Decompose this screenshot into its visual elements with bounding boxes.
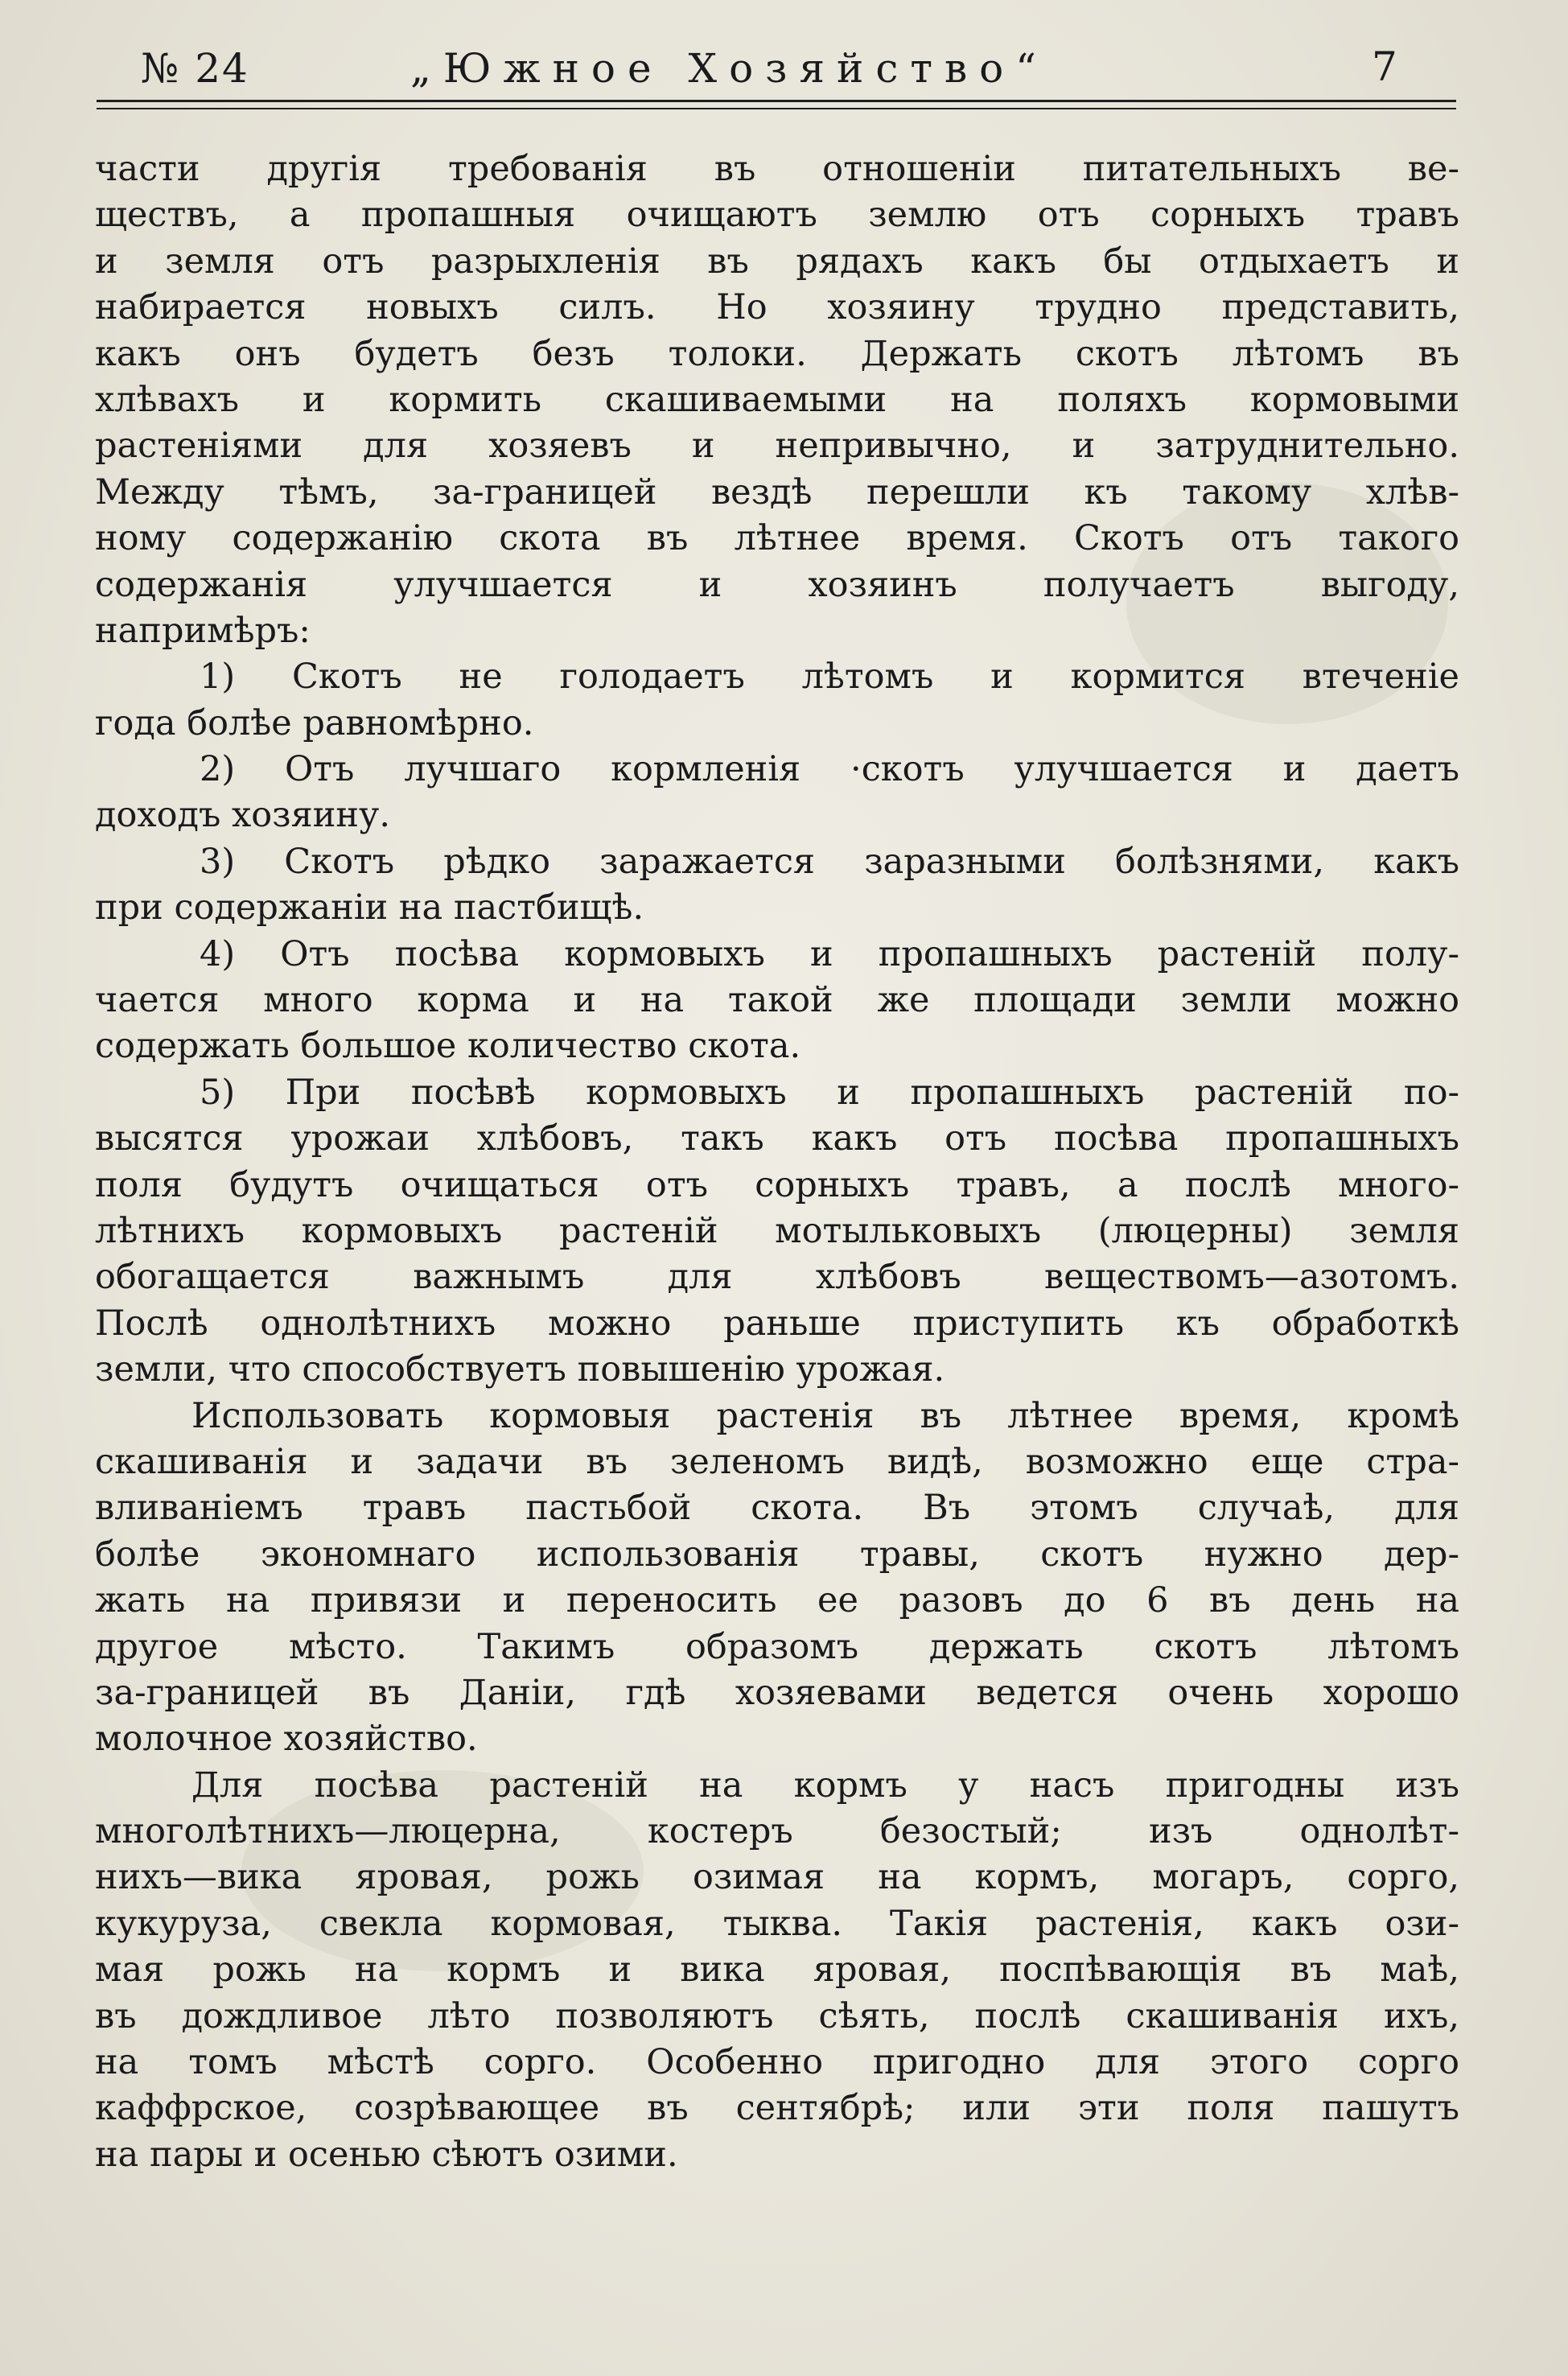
text-line: напримѣръ: (95, 610, 311, 651)
text-line: года болѣе равномѣрно. (95, 702, 534, 743)
article-body (95, 146, 1459, 2178)
list-item-5: 5) При посѣвѣ кормовыхъ и пропашныхъ растеній по- (200, 1072, 1459, 1113)
text-line: вливаніемъ травъ пастьбой скота. Въ этомъ случаѣ, для (95, 1488, 1459, 1529)
page-number: 7 (1372, 43, 1397, 90)
text-line: мая рожь на кормъ и вика яровая, поспѣвающія въ маѣ, (95, 1950, 1459, 1991)
list-item-1: 1) Скотъ не голодаетъ лѣтомъ и кормится втеченіе (200, 657, 1459, 698)
text-line: ществъ, а пропашныя очищаютъ землю отъ сорныхъ травъ (95, 195, 1459, 236)
text-line: на пары и осенью сѣютъ озими. (95, 2134, 678, 2175)
issue-number: № 24 (141, 45, 249, 92)
text-line: нихъ—вика яровая, рожь озимая на кормъ, могаръ, сорго, (95, 1857, 1459, 1898)
list-item-4: 4) Отъ посѣва кормовыхъ и пропашныхъ растеній полу- (200, 933, 1459, 974)
text-line: при содержаніи на пастбищѣ. (95, 887, 644, 929)
text-line: поля будутъ очищаться отъ сорныхъ травъ, а послѣ много- (95, 1164, 1459, 1205)
text-line: доходъ хозяину. (95, 795, 391, 836)
text-line: растеніями для хозяевъ и непривычно, и затруднительно. (95, 426, 1459, 467)
text-line: каффрское, созрѣвающее въ сентябрѣ; или эти поля пашутъ (95, 2088, 1459, 2129)
paragraph-start: Использовать кормовыя растенія въ лѣтнее время, кромѣ (191, 1395, 1459, 1436)
text-line: другое мѣсто. Такимъ образомъ держать скотъ лѣтомъ (95, 1626, 1459, 1667)
list-item-3: 3) Скотъ рѣдко заражается заразными болѣзнями, какъ (200, 841, 1459, 882)
text-line: содержать большое количество скота. (95, 1026, 801, 1067)
text-line: набирается новыхъ силъ. Но хозяину трудно представить, (95, 287, 1459, 328)
text-line: обогащается важнымъ для хлѣбовъ веществомъ—азотомъ. (95, 1257, 1459, 1298)
text-line: кукуруза, свекла кормовая, тыква. Такія растенія, какъ ози- (95, 1903, 1459, 1944)
text-line: лѣтнихъ кормовыхъ растеній мотыльковыхъ (люцерны) земля (95, 1210, 1459, 1251)
page-header (97, 45, 1456, 109)
text-line: Послѣ однолѣтнихъ можно раньше приступить къ обработкѣ (95, 1303, 1459, 1344)
text-line: высятся урожаи хлѣбовъ, такъ какъ отъ посѣва пропашныхъ (95, 1118, 1459, 1159)
text-line: жать на привязи и переносить ее разовъ до 6 въ день на (95, 1580, 1459, 1621)
text-line: многолѣтнихъ—люцерна, костеръ безостый; изъ однолѣт- (95, 1811, 1459, 1852)
text-line: молочное хозяйство. (95, 1719, 478, 1760)
header-rule-thin (97, 108, 1456, 109)
text-line: въ дождливое лѣто позволяютъ сѣять, послѣ скашиванія ихъ, (95, 1995, 1459, 2036)
text-line: ному содержанію скота въ лѣтнее время. Скотъ отъ такого (95, 518, 1459, 559)
text-line: и земля отъ разрыхленія въ рядахъ какъ бы отдыхаетъ и (95, 241, 1459, 282)
text-line: части другія требованія въ отношеніи питательныхъ ве- (95, 149, 1459, 189)
text-line: земли, что способствуетъ повышенію урожая. (95, 1349, 945, 1390)
text-line: за-границей въ Даніи, гдѣ хозяевами ведется очень хорошо (95, 1672, 1459, 1713)
header-rule (97, 100, 1456, 102)
paragraph-start: Для посѣва растеній на кормъ у насъ пригодны изъ (191, 1764, 1459, 1806)
text-line: какъ онъ будетъ безъ толоки. Держать скотъ лѣтомъ въ (95, 333, 1459, 374)
journal-title: „Южное Хозяйство“ (410, 45, 1048, 92)
text-line: Между тѣмъ, за-границей вездѣ перешли къ такому хлѣв- (95, 471, 1459, 513)
text-line: скашиванія и задачи въ зеленомъ видѣ, возможно еще стра- (95, 1441, 1459, 1482)
text-line: на томъ мѣстѣ сорго. Особенно пригодно для этого сорго (95, 2042, 1459, 2083)
text-line: хлѣвахъ и кормить скашиваемыми на поляхъ кормовыми (95, 379, 1459, 420)
text-line: содержанія улучшается и хозяинъ получаетъ выгоду, (95, 564, 1459, 605)
text-line: болѣе экономнаго использованія травы, скотъ нужно дер- (95, 1534, 1459, 1575)
list-item-2: 2) Отъ лучшаго кормленія ·скотъ улучшается и даетъ (200, 749, 1459, 790)
text-line: чается много корма и на такой же площади земли можно (95, 980, 1459, 1021)
